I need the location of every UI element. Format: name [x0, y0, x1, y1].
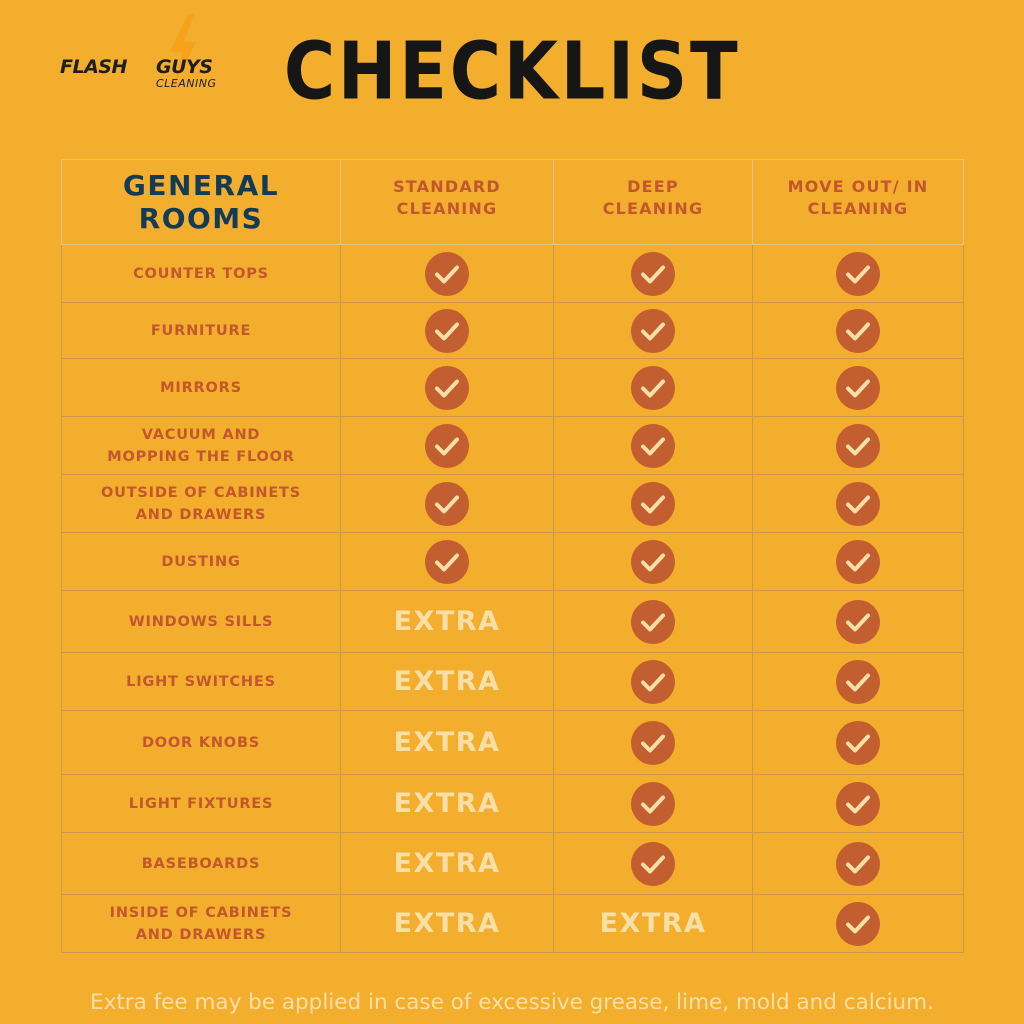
checkmark-icon — [836, 600, 880, 644]
row-deep-cell — [554, 359, 753, 417]
header-move-label: MOVE OUT/ IN CLEANING — [787, 177, 929, 218]
row-item-cell — [62, 417, 341, 475]
checkmark-icon — [836, 540, 880, 584]
header-deep-label: DEEP CLEANING — [602, 177, 704, 218]
row-move-cell — [753, 833, 964, 895]
row-item-label: FURNITURE — [150, 322, 252, 339]
row-standard-cell — [341, 653, 554, 711]
row-move-cell — [753, 775, 964, 833]
table-row — [62, 417, 964, 475]
checkmark-icon — [836, 782, 880, 826]
row-standard-cell — [341, 359, 554, 417]
row-item-cell — [62, 591, 341, 653]
checkmark-icon — [836, 902, 880, 946]
row-deep-cell — [554, 653, 753, 711]
row-deep-cell — [554, 303, 753, 359]
checkmark-icon — [836, 482, 880, 526]
row-item-label: MIRRORS — [160, 379, 242, 396]
header-category-label: GENERAL ROOMS — [122, 169, 280, 235]
checkmark-icon — [631, 842, 675, 886]
checkmark-icon — [836, 842, 880, 886]
row-item-cell — [62, 533, 341, 591]
extra-label: EXTRA — [393, 666, 501, 697]
checkmark-icon — [631, 309, 675, 353]
checkmark-icon — [836, 721, 880, 765]
header-standard — [341, 160, 554, 245]
row-item-label: COUNTER TOPS — [133, 265, 269, 282]
row-standard-cell — [341, 245, 554, 303]
table-row — [62, 711, 964, 775]
extra-label: EXTRA — [393, 727, 501, 758]
row-standard-cell — [341, 417, 554, 475]
row-standard-cell — [341, 591, 554, 653]
checkmark-icon — [836, 309, 880, 353]
row-item-cell — [62, 711, 341, 775]
extra-label: EXTRA — [393, 908, 501, 939]
row-move-cell — [753, 533, 964, 591]
table-row — [62, 303, 964, 359]
extra-label: EXTRA — [393, 848, 501, 879]
row-item-label: DOOR KNOBS — [141, 734, 261, 751]
checkmark-icon — [836, 252, 880, 296]
row-deep-cell — [554, 591, 753, 653]
row-move-cell — [753, 653, 964, 711]
checkmark-icon — [836, 366, 880, 410]
row-move-cell — [753, 245, 964, 303]
footnote: Extra fee may be applied in case of excessive grease, lime, mold and calcium. — [90, 990, 934, 1015]
header-category — [62, 160, 341, 245]
row-deep-cell — [554, 475, 753, 533]
row-deep-cell — [554, 711, 753, 775]
row-item-cell — [62, 475, 341, 533]
row-standard-cell — [341, 895, 554, 953]
row-item-cell — [62, 245, 341, 303]
table-row — [62, 475, 964, 533]
row-deep-cell — [554, 895, 753, 953]
row-item-cell — [62, 653, 341, 711]
checkmark-icon — [631, 660, 675, 704]
row-item-label: VACUUM AND MOPPING THE FLOOR — [107, 426, 295, 465]
checkmark-icon — [631, 424, 675, 468]
checkmark-icon — [631, 540, 675, 584]
row-move-cell — [753, 895, 964, 953]
extra-label: EXTRA — [393, 788, 501, 819]
row-item-cell — [62, 833, 341, 895]
page-title-wrap — [0, 23, 1024, 118]
checkmark-icon — [425, 252, 469, 296]
row-move-cell — [753, 303, 964, 359]
row-item-label: INSIDE OF CABINETS AND DRAWERS — [109, 904, 293, 943]
table-row — [62, 895, 964, 953]
row-standard-cell — [341, 833, 554, 895]
checkmark-icon — [631, 482, 675, 526]
table-row — [62, 833, 964, 895]
table-row — [62, 533, 964, 591]
checkmark-icon — [631, 366, 675, 410]
checkmark-icon — [631, 600, 675, 644]
brand-name-part1: FLASH — [60, 56, 127, 78]
row-standard-cell — [341, 475, 554, 533]
row-item-label: LIGHT FIXTURES — [128, 795, 274, 812]
row-item-label: BASEBOARDS — [141, 855, 261, 872]
row-item-cell — [62, 895, 341, 953]
checkmark-icon — [836, 660, 880, 704]
page-title: CHECKLIST — [283, 23, 741, 118]
row-deep-cell — [554, 775, 753, 833]
table-row — [62, 653, 964, 711]
row-move-cell — [753, 711, 964, 775]
table-row — [62, 591, 964, 653]
row-move-cell — [753, 417, 964, 475]
checkmark-icon — [425, 540, 469, 584]
row-item-label: LIGHT SWITCHES — [126, 673, 276, 690]
row-standard-cell — [341, 533, 554, 591]
checkmark-icon — [425, 309, 469, 353]
row-move-cell — [753, 475, 964, 533]
extra-label: EXTRA — [599, 908, 707, 939]
row-deep-cell — [554, 533, 753, 591]
checkmark-icon — [425, 366, 469, 410]
table-row — [62, 245, 964, 303]
extra-label: EXTRA — [393, 606, 501, 637]
row-standard-cell — [341, 775, 554, 833]
checkmark-icon — [425, 424, 469, 468]
checkmark-icon — [836, 424, 880, 468]
row-item-label: DUSTING — [161, 553, 241, 570]
header-deep — [554, 160, 753, 245]
row-item-cell — [62, 775, 341, 833]
row-move-cell — [753, 591, 964, 653]
row-item-label: WINDOWS SILLS — [128, 613, 274, 630]
checkmark-icon — [631, 721, 675, 765]
row-item-label: OUTSIDE OF CABINETS AND DRAWERS — [101, 484, 301, 523]
table-row — [62, 359, 964, 417]
row-standard-cell — [341, 711, 554, 775]
row-move-cell — [753, 359, 964, 417]
row-item-cell — [62, 359, 341, 417]
table-row — [62, 775, 964, 833]
checkmark-icon — [425, 482, 469, 526]
checklist-table — [61, 159, 964, 953]
header-standard-label: STANDARD CLEANING — [393, 177, 501, 218]
row-deep-cell — [554, 833, 753, 895]
row-deep-cell — [554, 417, 753, 475]
header-row — [62, 160, 964, 245]
checkmark-icon — [631, 782, 675, 826]
brand-name-part2: GUYS — [156, 56, 213, 78]
checkmark-icon — [631, 252, 675, 296]
row-item-cell — [62, 303, 341, 359]
brand-subtitle: CLEANING — [156, 77, 217, 90]
row-deep-cell — [554, 245, 753, 303]
row-standard-cell — [341, 303, 554, 359]
header-move — [753, 160, 964, 245]
